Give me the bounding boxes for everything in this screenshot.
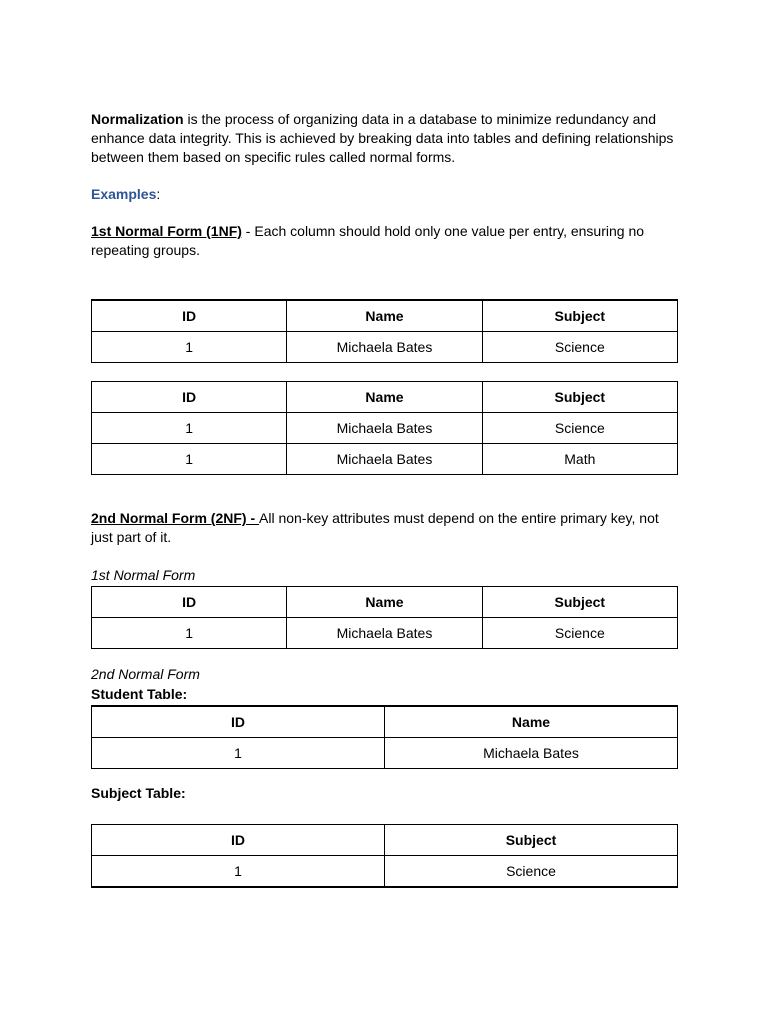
examples-label: Examples [91, 186, 157, 202]
table-cell: 1 [92, 413, 287, 444]
nf2-description [91, 509, 679, 547]
nf1-table-a [91, 299, 678, 363]
table-cell: Michaela Bates [287, 618, 482, 649]
examples-heading [91, 185, 679, 204]
table-cell: 1 [92, 738, 385, 769]
header-cell: Subject [482, 300, 677, 332]
header-cell: Subject [482, 587, 677, 618]
nf1-table-b [91, 381, 678, 475]
subject-table-label: Subject Table: [91, 785, 186, 801]
student-table-label: Student Table: [91, 686, 188, 702]
header-cell: Name [287, 587, 482, 618]
header-cell: Name [287, 382, 482, 413]
header-cell: Name [287, 300, 482, 332]
table-cell: Michaela Bates [287, 332, 482, 363]
nf1-text: - Each column should hold only one value per entry, ensuring no repeating groups. [91, 223, 645, 258]
table-cell: 1 [92, 856, 385, 888]
header-cell: ID [92, 587, 287, 618]
header-cell: Subject [482, 382, 677, 413]
table-cell: Science [482, 332, 677, 363]
table-cell: Science [385, 856, 678, 888]
header-cell: ID [92, 825, 385, 856]
table-row [92, 738, 678, 769]
header-cell: ID [92, 706, 385, 738]
table-header-row [92, 825, 678, 856]
nf1-description [91, 222, 679, 260]
intro-paragraph [91, 110, 679, 167]
header-cell: Name [385, 706, 678, 738]
table-cell: Michaela Bates [287, 413, 482, 444]
header-cell: ID [92, 382, 287, 413]
table-header-row [92, 706, 678, 738]
header-cell: ID [92, 300, 287, 332]
subject-table [91, 824, 678, 888]
intro-term: Normalization [91, 111, 184, 127]
intro-text: is the process of organizing data in a database to minimize redundancy and enhance data integrity. This is achieved by breaking data into tables and defining relationships between them based on specific rules called normal forms. [91, 111, 674, 165]
table-row [92, 332, 678, 363]
nf2-text: All non-key attributes must depend on the entire primary key, not just part of it. [91, 510, 659, 545]
first-form-table [91, 586, 678, 649]
table-cell: 1 [92, 444, 287, 475]
nf2-title: 2nd Normal Form (2NF) - [91, 510, 260, 526]
table-cell: Michaela Bates [287, 444, 482, 475]
table-cell: Math [482, 444, 677, 475]
table-cell: 1 [92, 332, 287, 363]
table-cell: Science [482, 618, 677, 649]
table-header-row [92, 300, 678, 332]
student-table [91, 705, 678, 769]
table-row [92, 618, 678, 649]
table-cell: Michaela Bates [385, 738, 678, 769]
table-cell: Science [482, 413, 677, 444]
table-header-row [92, 587, 678, 618]
header-cell: Subject [385, 825, 678, 856]
nf1-title: 1st Normal Form (1NF) [91, 223, 242, 239]
table-cell: 1 [92, 618, 287, 649]
second-form-caption: 2nd Normal Form [91, 666, 200, 682]
examples-colon: : [156, 186, 161, 202]
table-row [92, 444, 678, 475]
first-form-caption: 1st Normal Form [91, 567, 196, 583]
table-header-row [92, 382, 678, 413]
table-row [92, 413, 678, 444]
table-row [92, 856, 678, 888]
